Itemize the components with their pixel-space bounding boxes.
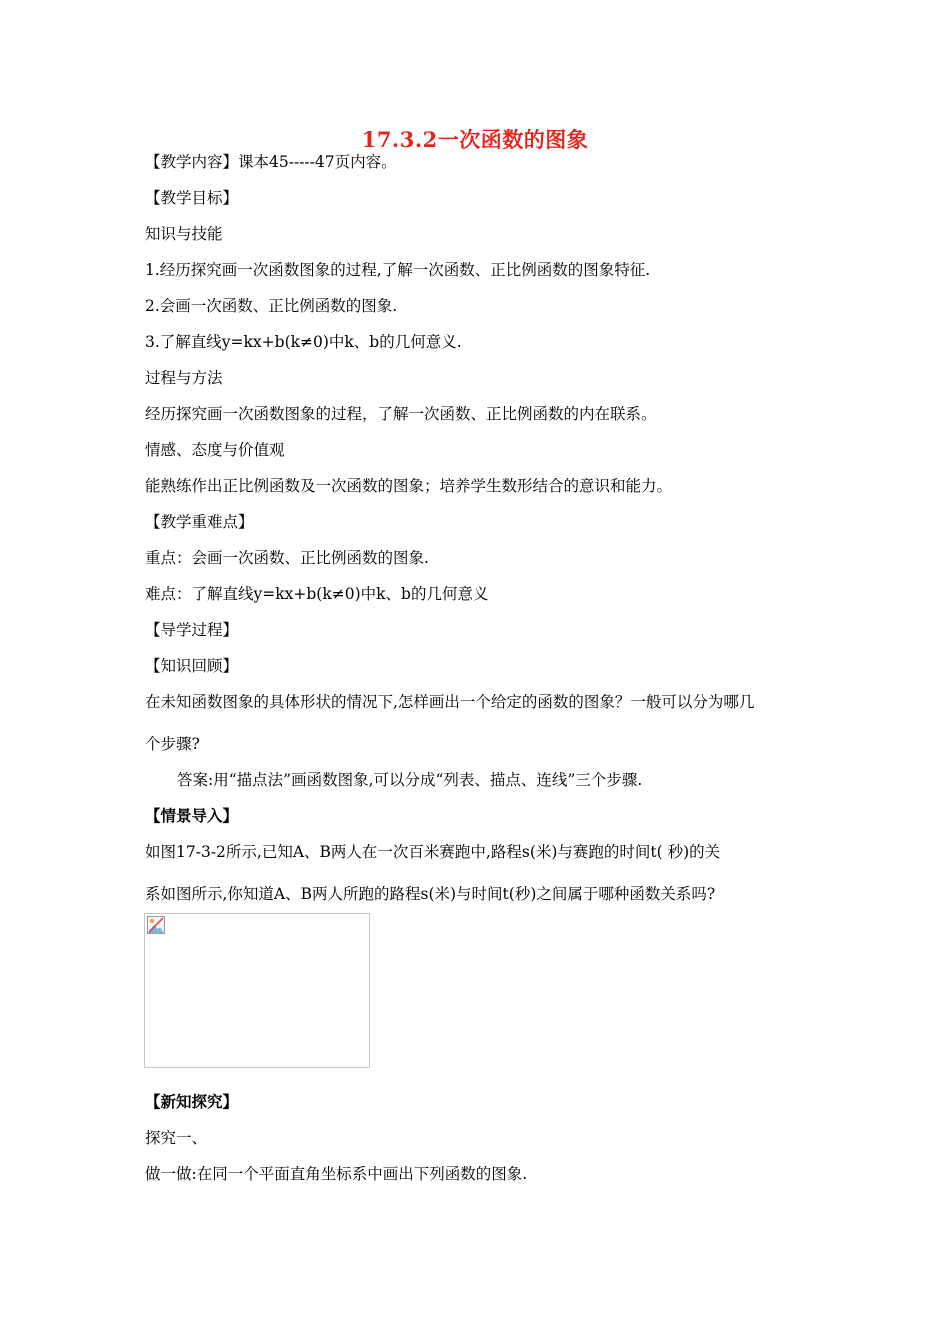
broken-image-icon xyxy=(147,916,165,934)
goal-item-2: 2.会画一次函数、正比例函数的图象. xyxy=(145,297,398,315)
review-answer: 答案:用“描点法”画函数图象,可以分成“列表、描点、连线”三个步骤. xyxy=(177,771,643,789)
key-point-text: 重点：会画一次函数、正比例函数的图象. xyxy=(145,549,429,567)
page-title: 17.3.2一次函数的图象 xyxy=(361,127,589,152)
emotion-text: 能熟练作出正比例函数及一次函数的图象；培养学生数形结合的意识和能力。 xyxy=(145,477,673,495)
section-heading-goals: 【教学目标】 xyxy=(145,189,239,207)
section-heading-explore: 【新知探究】 xyxy=(145,1092,239,1111)
difficult-point-text: 难点：了解直线y=kx+b(k≠0)中k、b的几何意义 xyxy=(145,585,489,603)
process-text: 经历探究画一次函数图象的过程，了解一次函数、正比例函数的内在联系。 xyxy=(145,405,657,423)
explore-task-text: 做一做:在同一个平面直角坐标系中画出下列函数的图象. xyxy=(145,1165,528,1183)
scenario-text-line-1: 如图17-3-2所示,已知A、B两人在一次百米赛跑中,路程s(米)与赛跑的时间t( 秒)的关 xyxy=(145,843,721,861)
goal-item-3: 3.了解直线y=kx+b(k≠0)中k、b的几何意义. xyxy=(145,333,462,351)
scenario-text-line-2: 系如图所示,你知道A、B两人所跑的路程s(米)与时间t(秒)之间属于哪种函数关系吗? xyxy=(145,885,716,903)
figure-placeholder xyxy=(144,913,370,1068)
review-question-line-2: 个步骤? xyxy=(145,735,200,753)
section-heading-review: 【知识回顾】 xyxy=(145,657,239,675)
goal-item-1: 1.经历探究画一次函数图象的过程,了解一次函数、正比例函数的图象特征. xyxy=(145,261,651,279)
teaching-content-line: 【教学内容】课本45-----47页内容。 xyxy=(145,153,397,171)
section-heading-scenario: 【情景导入】 xyxy=(145,806,239,825)
section-heading-process: 【导学过程】 xyxy=(145,621,239,639)
subheading-emotion: 情感、态度与价值观 xyxy=(145,441,285,459)
subheading-process: 过程与方法 xyxy=(145,369,223,387)
review-question-line-1: 在未知函数图象的具体形状的情况下,怎样画出一个给定的函数的图象？一般可以分为哪几 xyxy=(145,693,755,711)
explore-one-label: 探究一、 xyxy=(145,1129,208,1147)
subheading-knowledge: 知识与技能 xyxy=(145,225,223,243)
section-heading-key-points: 【教学重难点】 xyxy=(145,513,254,531)
